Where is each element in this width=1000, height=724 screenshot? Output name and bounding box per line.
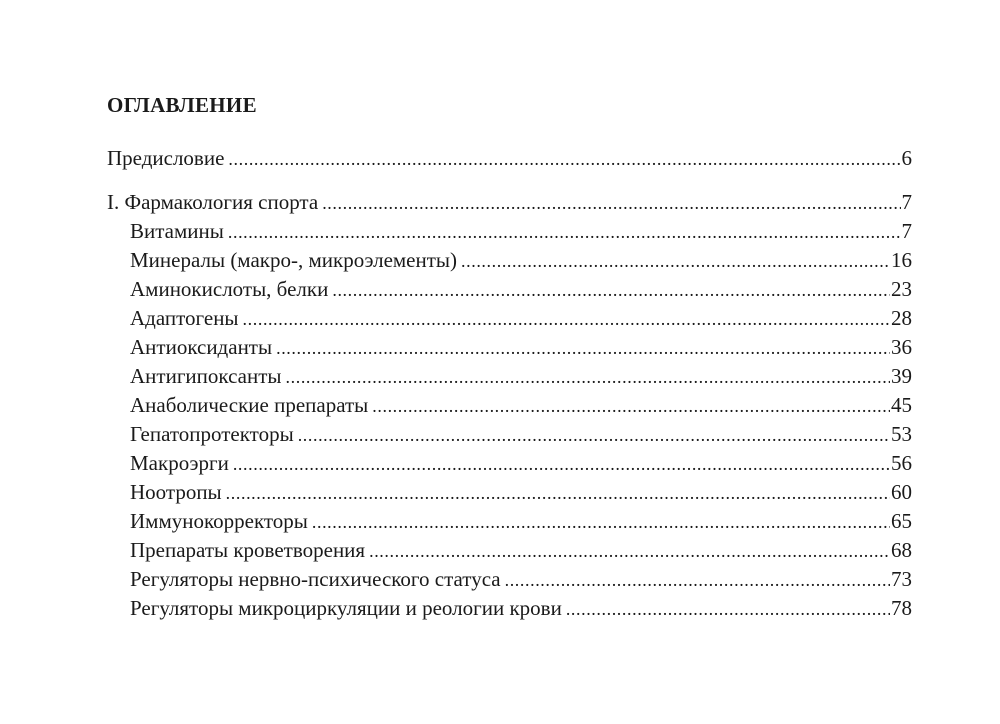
toc-entry[interactable] <box>107 420 912 449</box>
toc-entry-page: 6 <box>901 146 912 170</box>
toc-entry-title: Регуляторы нервно-психического статуса <box>130 567 501 591</box>
dot-leader <box>566 595 890 624</box>
dot-leader <box>276 334 890 363</box>
dot-leader <box>312 508 890 537</box>
toc-entry-title: Минералы (макро-, микроэлементы) <box>130 248 458 272</box>
toc-entry-page: 53 <box>891 422 912 446</box>
dot-leader <box>233 450 890 479</box>
toc-entry[interactable] <box>107 246 912 275</box>
toc-entry-title: Ноотропы <box>130 480 222 504</box>
toc-entry-title: Гепатопротекторы <box>130 422 294 446</box>
toc-entry-preface[interactable] <box>107 144 912 173</box>
toc-entry-title: Адаптогены <box>130 306 239 330</box>
toc-entry[interactable] <box>107 391 912 420</box>
toc-entry[interactable] <box>107 275 912 304</box>
toc-entry[interactable] <box>107 304 912 333</box>
toc-entry-page: 7 <box>901 219 912 243</box>
toc-entry-page: 28 <box>891 306 912 330</box>
dot-leader <box>226 479 890 508</box>
toc-entry-title: Иммунокорректоры <box>130 509 308 533</box>
toc-entry[interactable] <box>107 478 912 507</box>
toc-entry-page: 68 <box>891 538 912 562</box>
toc-entry-page: 36 <box>891 335 912 359</box>
toc-entry[interactable] <box>107 333 912 362</box>
toc-entry-title: Анаболические препараты <box>130 393 369 417</box>
toc-entry-title: Аминокислоты, белки <box>130 277 329 301</box>
page-title: ОГЛАВЛЕНИЕ <box>107 93 257 117</box>
toc-entry-page: 45 <box>891 393 912 417</box>
toc-entry-page: 65 <box>891 509 912 533</box>
dot-leader <box>505 566 890 595</box>
toc-entry[interactable] <box>107 507 912 536</box>
toc-entry-page: 23 <box>891 277 912 301</box>
toc-entry-title: Антиоксиданты <box>130 335 273 359</box>
toc-entry[interactable] <box>107 217 912 246</box>
dot-leader <box>298 421 890 450</box>
toc-entry-page: 7 <box>901 190 912 214</box>
toc-entry-title: Предисловие <box>107 146 225 170</box>
toc-entry-title: Антигипоксанты <box>130 364 282 388</box>
dot-leader <box>332 276 890 305</box>
toc-entry[interactable] <box>107 594 912 623</box>
toc-entry-title: Регуляторы микроциркуляции и реологии крови <box>130 596 562 620</box>
dot-leader <box>228 145 900 174</box>
dot-leader <box>228 218 901 247</box>
toc-entry[interactable] <box>107 565 912 594</box>
toc-entry[interactable] <box>107 536 912 565</box>
toc-entry-page: 56 <box>891 451 912 475</box>
toc-entry-title: Макроэрги <box>130 451 229 475</box>
dot-leader <box>243 305 890 334</box>
toc-entry-title: Препараты кроветворения <box>130 538 366 562</box>
toc-entry-title: Витамины <box>130 219 224 243</box>
toc-entry-page: 60 <box>891 480 912 504</box>
toc-entry[interactable] <box>107 362 912 391</box>
dot-leader <box>322 189 900 218</box>
toc-entry-page: 78 <box>891 596 912 620</box>
toc-entry-title: I. Фармакология спорта <box>107 190 319 214</box>
toc-entry-page: 73 <box>891 567 912 591</box>
toc-entry-chapter[interactable] <box>107 188 912 217</box>
dot-leader <box>372 392 890 421</box>
dot-leader <box>369 537 890 566</box>
toc-entry-page: 16 <box>891 248 912 272</box>
toc-entry[interactable] <box>107 449 912 478</box>
table-of-contents <box>107 90 912 623</box>
dot-leader <box>461 247 890 276</box>
dot-leader <box>286 363 890 392</box>
toc-entry-page: 39 <box>891 364 912 388</box>
